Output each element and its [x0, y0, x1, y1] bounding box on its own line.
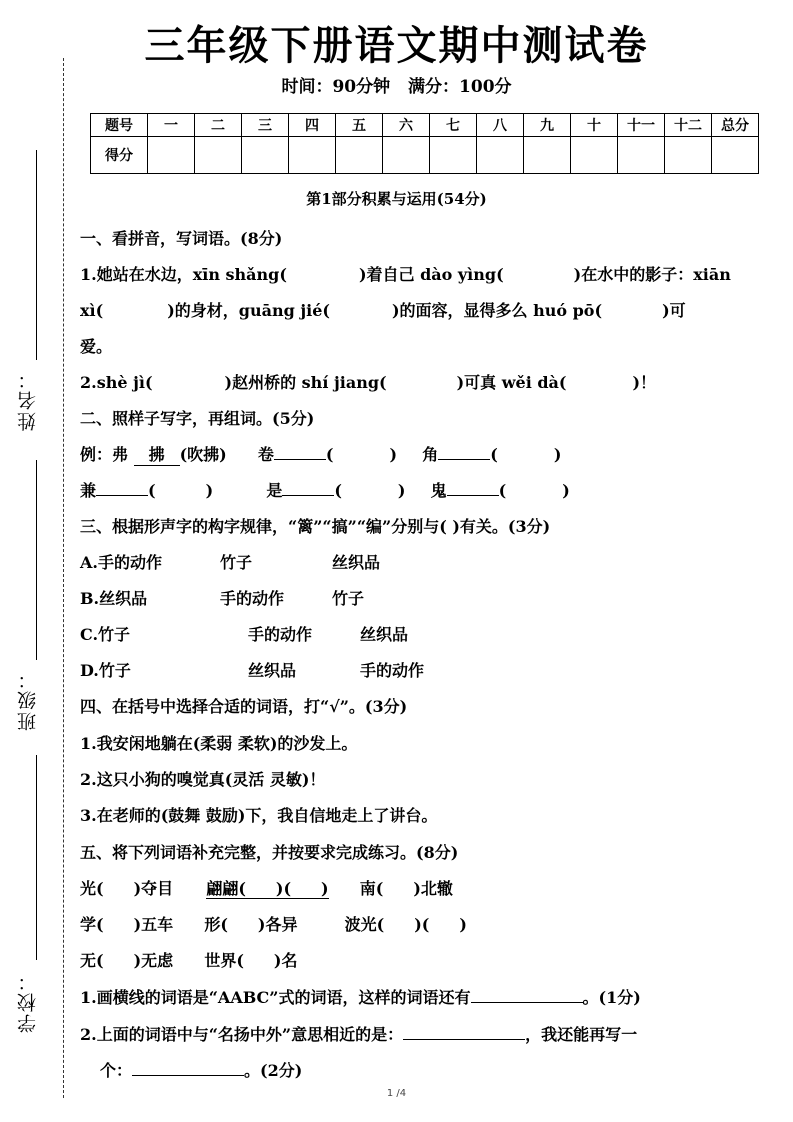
- q3-option-a[interactable]: [80, 550, 380, 573]
- idiom-part: ): [459, 915, 467, 934]
- q5-sub-text: 。(1分): [582, 988, 641, 1007]
- idiom-part: )夺目: [133, 879, 174, 898]
- q5-sub-1: [80, 985, 641, 1008]
- score-col-7: 七: [430, 114, 477, 137]
- q4-sentence-1[interactable]: 1.我安闲地躺在(柔弱 柔软)的沙发上。: [80, 734, 358, 753]
- paren: ): [562, 481, 570, 500]
- q2-char-5: 鬼: [430, 481, 447, 500]
- score-cell[interactable]: [712, 137, 759, 174]
- q5-sub-2: [80, 1022, 637, 1045]
- answer-blank[interactable]: [447, 481, 499, 496]
- q2-char-1: 卷: [257, 445, 274, 464]
- score-cell[interactable]: [242, 137, 289, 174]
- q4-sentence-2[interactable]: 2.这只小狗的嗅觉真(灵活 灵敏)！: [80, 770, 326, 789]
- idiom-part: )(: [414, 915, 430, 934]
- idiom-part: 南(: [359, 879, 384, 898]
- paren: ): [205, 481, 214, 500]
- score-table-header-row: [91, 114, 759, 137]
- score-cell[interactable]: [383, 137, 430, 174]
- idiom-part: 翩翩(: [206, 879, 246, 898]
- class-write-line[interactable]: [36, 460, 37, 660]
- answer-blank[interactable]: [282, 481, 334, 496]
- q2-row1: [80, 442, 561, 466]
- score-cell[interactable]: [571, 137, 618, 174]
- paren: (: [498, 481, 507, 500]
- score-cell[interactable]: [618, 137, 665, 174]
- option-text: D.竹子: [80, 661, 131, 680]
- q5-sub-3: [100, 1058, 302, 1081]
- idiom-part: )各异: [257, 915, 298, 934]
- q2-example-char: 例：弗: [80, 445, 129, 464]
- answer-blank[interactable]: [274, 445, 326, 460]
- q1-line4: [80, 370, 656, 393]
- binding-dashed-line: [63, 58, 64, 1098]
- paren: (: [490, 445, 498, 464]
- option-text: 丝织品: [360, 625, 409, 644]
- option-text: 手的动作: [248, 625, 313, 644]
- q2-example-word: (吹拂): [179, 445, 227, 464]
- q5-row2: [80, 912, 467, 935]
- score-col-2: 二: [195, 114, 242, 137]
- score-cell[interactable]: [148, 137, 195, 174]
- q1-text: 2.shè jì(: [80, 373, 153, 392]
- paren: ): [389, 445, 398, 464]
- score-col-6: 六: [383, 114, 430, 137]
- q5-sub-text: ，我还能再写一: [525, 1025, 638, 1044]
- q2-char-4: 是: [266, 481, 283, 500]
- q3-option-c[interactable]: [80, 622, 408, 645]
- score-col-5: 五: [336, 114, 383, 137]
- q4-sentence-3[interactable]: 3.在老师的(鼓舞 鼓励)下，我自信地走上了讲台。: [80, 806, 438, 825]
- score-cell[interactable]: [477, 137, 524, 174]
- paren: (: [148, 481, 156, 500]
- idiom-part: )(: [275, 879, 292, 898]
- q1-line3: 爱。: [80, 337, 113, 356]
- option-text: 竹子: [220, 553, 253, 572]
- paren: (: [334, 481, 342, 500]
- exam-subtitle: [0, 72, 793, 97]
- idiom-part: )名: [273, 951, 298, 970]
- idiom-part: 无(: [80, 951, 104, 970]
- q1-text: 1.她站在水边，xīn shǎng(: [80, 265, 287, 284]
- q1-text: )着自己 dào yìng(: [358, 265, 504, 284]
- score-table-score-row: [91, 137, 759, 174]
- q5-sub-text: 2.上面的词语中与“名扬中外”意思相近的是：: [80, 1025, 404, 1044]
- q1-title: 一、看拼音，写词语。(8分): [80, 229, 283, 248]
- q5-row3: [80, 948, 297, 971]
- idiom-part: 波光(: [344, 915, 385, 934]
- option-text: A.手的动作: [80, 553, 162, 572]
- paren: (: [325, 445, 334, 464]
- school-write-line[interactable]: [36, 755, 37, 960]
- score-table-row1-label: 题号: [91, 114, 148, 137]
- exam-time: 时间：90分钟: [281, 77, 391, 97]
- q1-line2: [80, 298, 686, 321]
- q1-text: )的面容，显得多么 huó pō(: [391, 301, 603, 320]
- name-label: 姓名：: [17, 368, 39, 431]
- score-col-total: 总分: [712, 114, 759, 137]
- option-text: 手的动作: [220, 589, 285, 608]
- q3-option-b[interactable]: [80, 586, 364, 609]
- q1-text: xì(: [80, 301, 104, 320]
- score-cell[interactable]: [524, 137, 571, 174]
- underlined-idiom: [206, 879, 328, 899]
- q5-title: 五、将下列词语补充完整，并按要求完成练习。(8分): [80, 843, 459, 862]
- option-text: 丝织品: [248, 661, 297, 680]
- score-col-4: 四: [289, 114, 336, 137]
- class-label: 班级：: [17, 668, 39, 731]
- option-text: B.丝织品: [80, 589, 148, 608]
- q2-row2: [80, 478, 570, 501]
- q1-text: )赵州桥的 shí jiang(: [224, 373, 387, 392]
- idiom-part: 光(: [80, 879, 104, 898]
- q1-text: )的身材，guāng jié(: [167, 301, 330, 320]
- idiom-part: )无虑: [133, 951, 174, 970]
- exam-full-score: 满分：100分: [408, 77, 512, 97]
- score-table: [90, 113, 759, 174]
- score-col-8: 八: [477, 114, 524, 137]
- part1-title: 第1部分积累与运用(54分): [306, 190, 487, 208]
- q5-sub-text: 个：: [100, 1061, 133, 1080]
- idiom-part: )五车: [133, 915, 174, 934]
- q3-option-d[interactable]: [80, 658, 424, 681]
- score-col-9: 九: [524, 114, 571, 137]
- q1-text: )可真 wěi dà(: [456, 373, 567, 392]
- score-col-10: 十: [571, 114, 618, 137]
- score-col-1: 一: [148, 114, 195, 137]
- idiom-part: 世界(: [204, 951, 244, 970]
- q3-title: 三、根据形声字的构字规律，“篱”“搞”“编”分别与( )有关。(3分): [80, 517, 551, 536]
- q2-title: 二、照样子写字，再组词。(5分): [80, 409, 315, 428]
- option-text: 手的动作: [360, 661, 425, 680]
- q4-title: 四、在括号中选择合适的词语，打“√”。(3分): [80, 697, 408, 716]
- score-table-row2-label: 得分: [91, 137, 148, 174]
- binding-margin: [0, 0, 80, 1122]
- q1-text: )！: [632, 373, 657, 392]
- score-cell[interactable]: [195, 137, 242, 174]
- q5-sub-text: 。(2分): [244, 1061, 303, 1080]
- score-cell[interactable]: [430, 137, 477, 174]
- q2-char-2: 角: [422, 445, 439, 464]
- score-col-3: 三: [242, 114, 289, 137]
- answer-blank[interactable]: [403, 1025, 525, 1040]
- q2-char-3: 兼: [80, 481, 97, 500]
- q1-text: )可: [662, 301, 686, 320]
- idiom-part: 形(: [204, 915, 228, 934]
- school-label: 学校：: [17, 970, 39, 1033]
- paren: ): [397, 481, 406, 500]
- option-text: C.竹子: [80, 625, 131, 644]
- idiom-part: ): [321, 879, 329, 898]
- q5-row1: [80, 876, 453, 899]
- score-cell[interactable]: [665, 137, 712, 174]
- score-cell[interactable]: [289, 137, 336, 174]
- idiom-part: 学(: [80, 915, 104, 934]
- score-col-11: 十一: [618, 114, 665, 137]
- answer-blank[interactable]: [132, 1061, 244, 1076]
- score-cell[interactable]: [336, 137, 383, 174]
- option-text: 丝织品: [332, 553, 381, 572]
- score-col-12: 十二: [665, 114, 712, 137]
- answer-blank[interactable]: [471, 988, 583, 1003]
- name-write-line[interactable]: [36, 150, 37, 360]
- page-number: 1 /4: [386, 1088, 407, 1099]
- q1-text: )在水中的影子：xiān: [573, 265, 731, 284]
- answer-blank[interactable]: [96, 481, 148, 496]
- paren: ): [553, 445, 562, 464]
- q1-line1: [80, 262, 731, 285]
- q5-sub-text: 1.画横线的词语是“AABC”式的词语，这样的词语还有: [80, 988, 471, 1007]
- answer-blank[interactable]: [438, 445, 490, 460]
- q2-example-answer: 拂: [134, 442, 180, 466]
- idiom-part: )北辙: [413, 879, 453, 898]
- exam-title: 三年级下册语文期中测试卷: [144, 23, 649, 69]
- option-text: 竹子: [332, 589, 365, 608]
